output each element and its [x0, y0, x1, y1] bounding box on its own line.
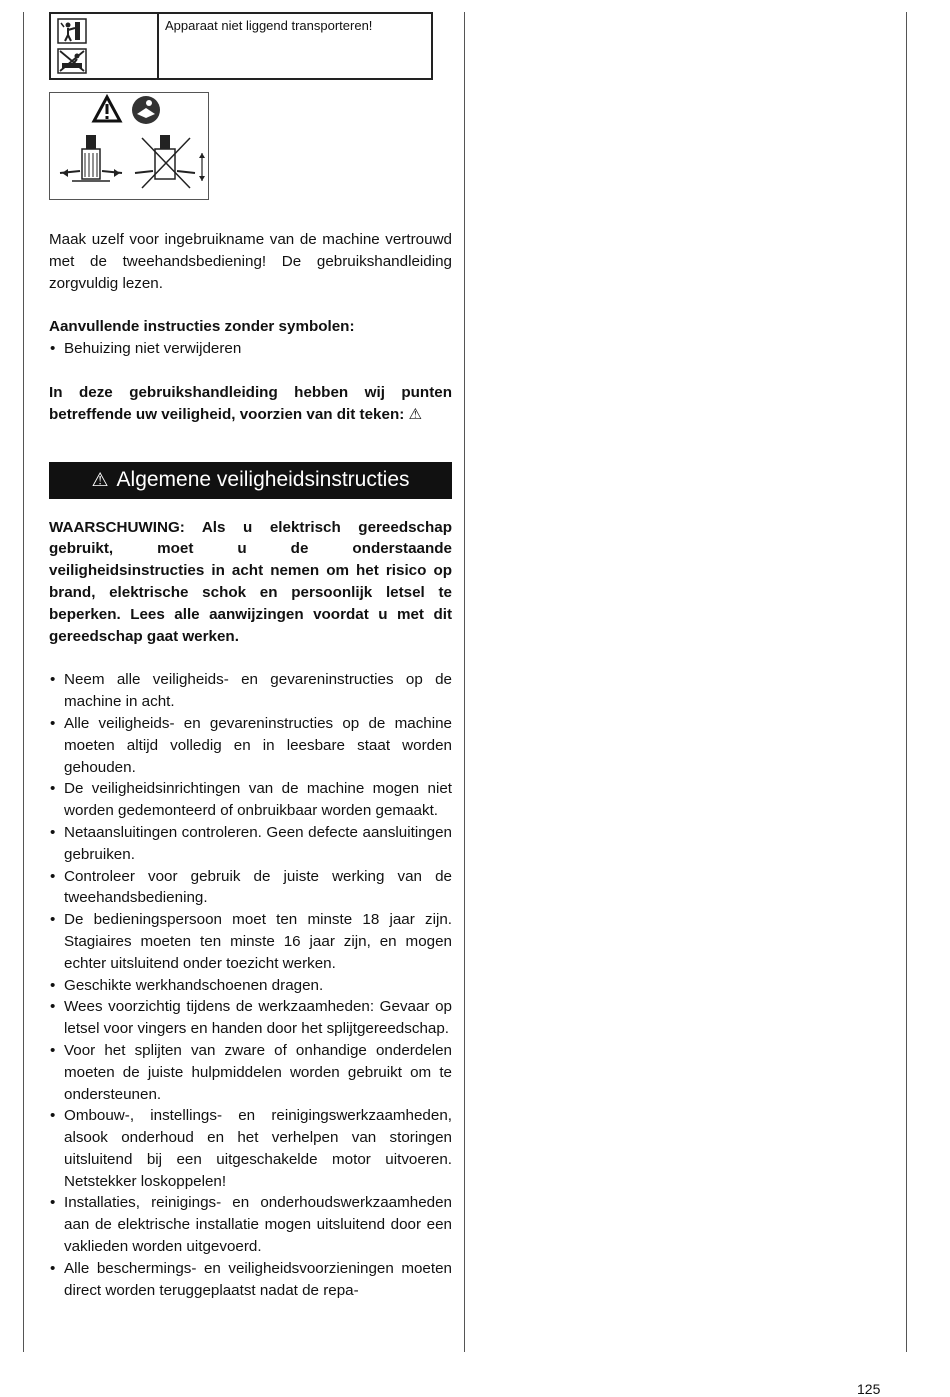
- list-item: • Neem alle veiligheids- en gevareninstructies op de machine in acht.: [49, 669, 452, 713]
- symbol-cell: [51, 14, 159, 78]
- transport-lying-forbidden-icon: [57, 48, 87, 74]
- intro-paragraph: Maak uzelf voor ingebruikname van de machine vertrouwd met de tweehandsbediening! De gebruikshandleiding zorgvuldig lezen.: [49, 231, 452, 292]
- page-number: 125: [857, 1381, 881, 1397]
- list-item: • Geschikte werkhandschoenen dragen.: [49, 975, 452, 997]
- section-heading: [49, 462, 452, 499]
- warning-triangle-icon: [94, 97, 120, 121]
- safety-note: In deze gebruikshandleiding hebben wij punten betreffende uw veiligheid, voorzien van dit teken: ⚠: [49, 383, 452, 423]
- column-rule-middle: [464, 12, 465, 1352]
- list-item: • Netaansluitingen controleren. Geen defecte aansluitingen gebruiken.: [49, 822, 452, 866]
- list-item: • Controleer voor gebruik de juiste werking van de tweehandsbediening.: [49, 866, 452, 910]
- warning-paragraph: WAARSCHUWING: Als u elektrisch gereedschap gebruikt, moet u de onderstaande veiligheidsinstructies in acht nemen om het risico op brand, elektrische schok en persoonlijk letsel te beperken. Lees alle aanwijzingen voordat u met dit gereedschap gaat werken.: [49, 518, 452, 645]
- list-item: • Alle veiligheids- en gevareninstructies op de machine moeten altijd volledig en in leesbare staat worden gehouden.: [49, 713, 452, 778]
- column-rule-right: [906, 12, 907, 1352]
- list-item: • Behuizing niet verwijderen: [49, 338, 452, 360]
- splitter-incorrect-use-icon: [135, 135, 205, 188]
- list-item: • Voor het splijten van zware of onhandige onderdelen moeten de juiste hulpmiddelen worden gebruikt om te ondersteunen.: [49, 1040, 452, 1105]
- safety-instructions-list: [49, 669, 452, 1301]
- list-item: • De bedieningspersoon moet ten minste 18 jaar zijn. Stagiaires moeten ten minste 16 jaar zijn, en mogen echter uitsluitend onder toezicht werken.: [49, 909, 452, 974]
- symbol-table: [49, 12, 433, 80]
- left-column: [49, 12, 452, 1301]
- extra-instructions-heading: Aanvullende instructies zonder symbolen:: [49, 318, 355, 336]
- list-item: • Ombouw-, instellings- en reinigingswerkzaamheden, alsook onderhoud en het verhelpen van storingen uitsluitend bij een uitgeschakelde motor uitvoeren. Netstekker loskoppelen!: [49, 1105, 452, 1192]
- splitter-correct-use-icon: [60, 135, 122, 181]
- list-item: • Wees voorzichtig tijdens de werkzaamheden: Gevaar op letsel voor vingers en handen door het splijtgereedschap.: [49, 996, 452, 1040]
- section-title: Algemene veiligheidsinstructies: [116, 468, 410, 492]
- list-item: • Installaties, reinigings- en onderhoudswerkzaamheden aan de elektrische installatie mogen uitsluitend door een vaklieden worden uitgevoerd.: [49, 1192, 452, 1257]
- column-rule-left: [23, 12, 24, 1352]
- warning-triangle-icon: ⚠: [91, 469, 109, 491]
- transport-upright-icon: [57, 18, 87, 44]
- extra-instructions-list: [49, 338, 452, 360]
- list-item: • De veiligheidsinrichtingen van de machine mogen niet worden gedemonteerd of onbruikbaar worden gemaakt.: [49, 778, 452, 822]
- list-item: • Alle beschermings- en veiligheidsvoorzieningen moeten direct worden teruggeplaatst nadat de repa-: [49, 1258, 452, 1302]
- symbol-description: Apparaat niet liggend transporteren!: [165, 18, 373, 33]
- safety-pictogram: [49, 92, 209, 200]
- read-manual-icon: [132, 96, 160, 124]
